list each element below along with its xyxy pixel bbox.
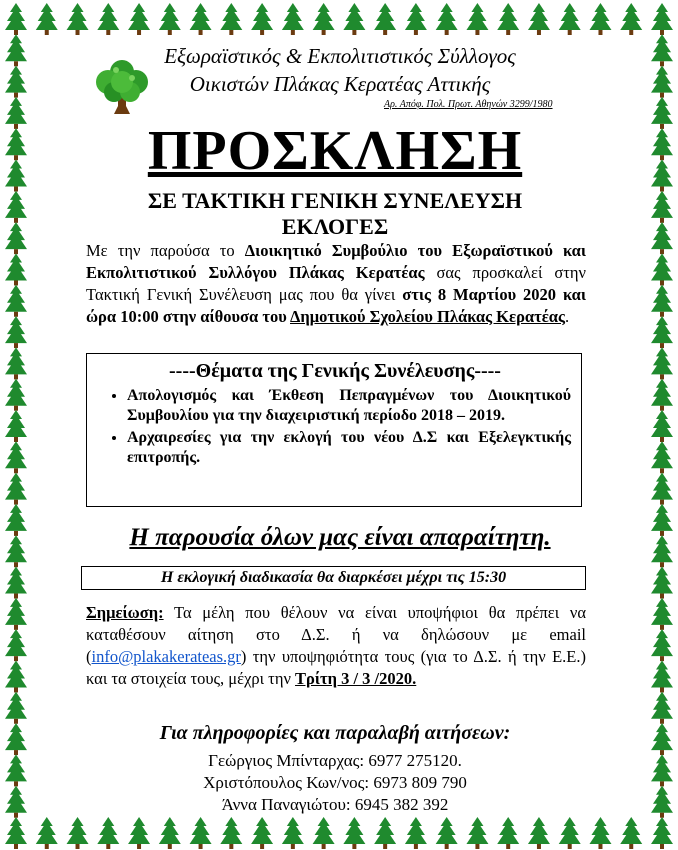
pine-tree-icon — [190, 817, 212, 849]
pine-tree-icon — [5, 160, 27, 192]
pine-tree-icon — [651, 3, 673, 35]
pine-tree-icon — [651, 128, 673, 160]
club-name-line2: Οικιστών Πλάκας Κερατέας Αττικής — [189, 72, 491, 96]
pine-tree-icon — [251, 3, 273, 35]
deadline-date: Τρίτη 3 / 3 /2020. — [295, 669, 417, 688]
pine-tree-icon — [589, 817, 611, 849]
pine-tree-icon — [5, 222, 27, 254]
pine-tree-icon — [651, 191, 673, 223]
pine-tree-icon — [528, 3, 550, 35]
pine-tree-icon — [5, 473, 27, 505]
pine-tree-icon — [5, 285, 27, 317]
pine-tree-icon — [651, 754, 673, 786]
club-name-line1: Εξωραϊστικός & Εκπολιτιστικός Σύλλογος — [164, 44, 516, 68]
pine-tree-icon — [651, 160, 673, 192]
pine-tree-icon — [651, 441, 673, 473]
pine-tree-icon — [5, 128, 27, 160]
contact-line: Άννα Παναγιώτου: 6945 382 392 — [221, 795, 449, 814]
pine-tree-icon — [620, 817, 642, 849]
pine-tree-icon — [497, 817, 519, 849]
pine-tree-icon — [651, 723, 673, 755]
pine-tree-icon — [651, 786, 673, 818]
pine-tree-icon — [5, 567, 27, 599]
pine-tree-icon — [559, 3, 581, 35]
pine-tree-icon — [651, 379, 673, 411]
pine-tree-icon — [405, 817, 427, 849]
agenda-list — [99, 386, 571, 468]
pine-tree-icon — [651, 34, 673, 66]
pine-tree-icon — [651, 410, 673, 442]
pine-tree-icon — [5, 3, 27, 35]
pine-tree-icon — [5, 441, 27, 473]
pine-tree-icon — [282, 817, 304, 849]
pine-tree-icon — [251, 817, 273, 849]
pine-tree-icon — [651, 629, 673, 661]
pine-tree-icon — [97, 817, 119, 849]
contact-line: Χριστόπουλος Κων/νος: 6973 809 790 — [203, 773, 467, 792]
pine-tree-icon — [5, 34, 27, 66]
pine-tree-icon — [5, 723, 27, 755]
agenda-item: • Απολογισμός και Έκθεση Πεπραγμένων του Διοικητικού Συμβουλίου για την διαχειριστική περίοδο 2018 – 2019. — [127, 386, 571, 426]
pine-tree-icon — [5, 660, 27, 692]
pine-tree-icon — [651, 692, 673, 724]
pine-tree-icon — [620, 3, 642, 35]
pine-tree-icon — [5, 535, 27, 567]
pine-tree-icon — [5, 598, 27, 630]
pine-tree-icon — [466, 3, 488, 35]
pine-tree-icon — [343, 3, 365, 35]
page-title: ΠΡΟΣΚΛΗΣΗ — [147, 120, 523, 182]
pine-tree-icon — [651, 504, 673, 536]
info-heading: Για πληροφορίες και παραλαβή αιτήσεων: — [159, 722, 511, 744]
pine-tree-icon — [282, 3, 304, 35]
pine-tree-icon — [5, 191, 27, 223]
pine-tree-icon — [651, 285, 673, 317]
pine-tree-icon — [343, 817, 365, 849]
pine-tree-icon — [5, 786, 27, 818]
pine-tree-icon — [159, 817, 181, 849]
attendance-notice: Η παρουσία όλων μας είναι απαραίτητη. — [129, 524, 551, 551]
contact-line: Γεώργιος Μπίνταρχας: 6977 275120. — [208, 751, 462, 770]
pine-tree-icon — [651, 473, 673, 505]
agenda-box — [86, 353, 582, 507]
pine-tree-icon — [528, 817, 550, 849]
pine-tree-icon — [436, 3, 458, 35]
pine-tree-icon — [651, 97, 673, 129]
pine-tree-icon — [5, 347, 27, 379]
invitation-paragraph: Με την παρούσα το Διοικητικό Συμβούλιο του Εξωραϊστικού και Εκπολιτιστικού Συλλόγου Πλάκας Κερατέας σας προσκαλεί στην Τακτική Γενική Συνέλευση μας που θα γίνει στις 8 Μαρτίου 2020 και ώρα 10:00 στην αίθουσα του Δημοτικού Σχολείου Πλάκας Κερατέας. — [86, 241, 586, 326]
subtitle-assembly: ΣΕ ΤΑΚΤΙΚΗ ΓΕΝΙΚΗ ΣΥΝΕΛΕΥΣΗ — [147, 188, 523, 213]
note-label: Σημείωση: — [86, 603, 164, 622]
pine-tree-icon — [651, 567, 673, 599]
pine-tree-icon — [5, 692, 27, 724]
pine-tree-icon — [497, 3, 519, 35]
pine-tree-icon — [220, 817, 242, 849]
pine-tree-icon — [67, 817, 89, 849]
subtitle-elections: ΕΚΛΟΓΕΣ — [281, 214, 389, 239]
pine-tree-icon — [5, 629, 27, 661]
candidacy-note: Σημείωση: Τα μέλη που θέλουν να είναι υποψήφιοι θα πρέπει να καταθέσουν αίτηση στο Δ.Σ. ή να δηλώσουν με email (info@plakakerateas.gr) την υποψηφιότητα τους (για το Δ.Σ. ή την Ε.Ε.) και τα στοιχεία τους, μέχρι την Τρίτη 3 / 3 /2020. — [86, 603, 586, 688]
pine-tree-icon — [5, 504, 27, 536]
pine-tree-icon — [5, 253, 27, 285]
pine-tree-icon — [405, 3, 427, 35]
pine-tree-icon — [651, 66, 673, 98]
pine-tree-icon — [651, 222, 673, 254]
pine-tree-icon — [36, 3, 58, 35]
pine-tree-icon — [559, 817, 581, 849]
pine-tree-icon — [5, 379, 27, 411]
pine-tree-icon — [190, 3, 212, 35]
pine-tree-icon — [128, 3, 150, 35]
pine-tree-icon — [5, 754, 27, 786]
pine-tree-icon — [5, 66, 27, 98]
pine-tree-icon — [651, 535, 673, 567]
pine-tree-icon — [128, 817, 150, 849]
agenda-heading: ----Θέματα της Γενικής Συνέλευσης---- — [169, 360, 501, 382]
pine-tree-icon — [374, 817, 396, 849]
email-link[interactable]: info@plakakerateas.gr — [91, 647, 241, 666]
pine-tree-icon — [159, 3, 181, 35]
pine-tree-icon — [651, 316, 673, 348]
pine-tree-icon — [313, 817, 335, 849]
pine-tree-icon — [651, 598, 673, 630]
pine-tree-icon — [436, 817, 458, 849]
pine-tree-icon — [313, 3, 335, 35]
pine-tree-icon — [220, 3, 242, 35]
registration-number: Αρ. Απόφ. Πολ. Πρωτ. Αθηνών 3299/1980 — [384, 99, 553, 110]
pine-tree-icon — [67, 3, 89, 35]
agenda-item: • Αρχαιρεσίες για την εκλογή του νέου Δ.Σ και Εξελεγκτικής επιτροπής. — [127, 428, 571, 468]
pine-tree-icon — [36, 817, 58, 849]
voting-duration-box: Η εκλογική διαδικασία θα διαρκέσει μέχρι τις 15:30 — [81, 566, 586, 590]
pine-tree-icon — [5, 97, 27, 129]
pine-tree-icon — [651, 253, 673, 285]
pine-tree-icon — [374, 3, 396, 35]
pine-tree-icon — [651, 660, 673, 692]
pine-tree-icon — [5, 817, 27, 849]
pine-tree-icon — [5, 410, 27, 442]
pine-tree-icon — [5, 316, 27, 348]
pine-tree-icon — [466, 817, 488, 849]
pine-tree-icon — [651, 817, 673, 849]
pine-tree-icon — [651, 347, 673, 379]
pine-tree-icon — [97, 3, 119, 35]
pine-tree-icon — [589, 3, 611, 35]
